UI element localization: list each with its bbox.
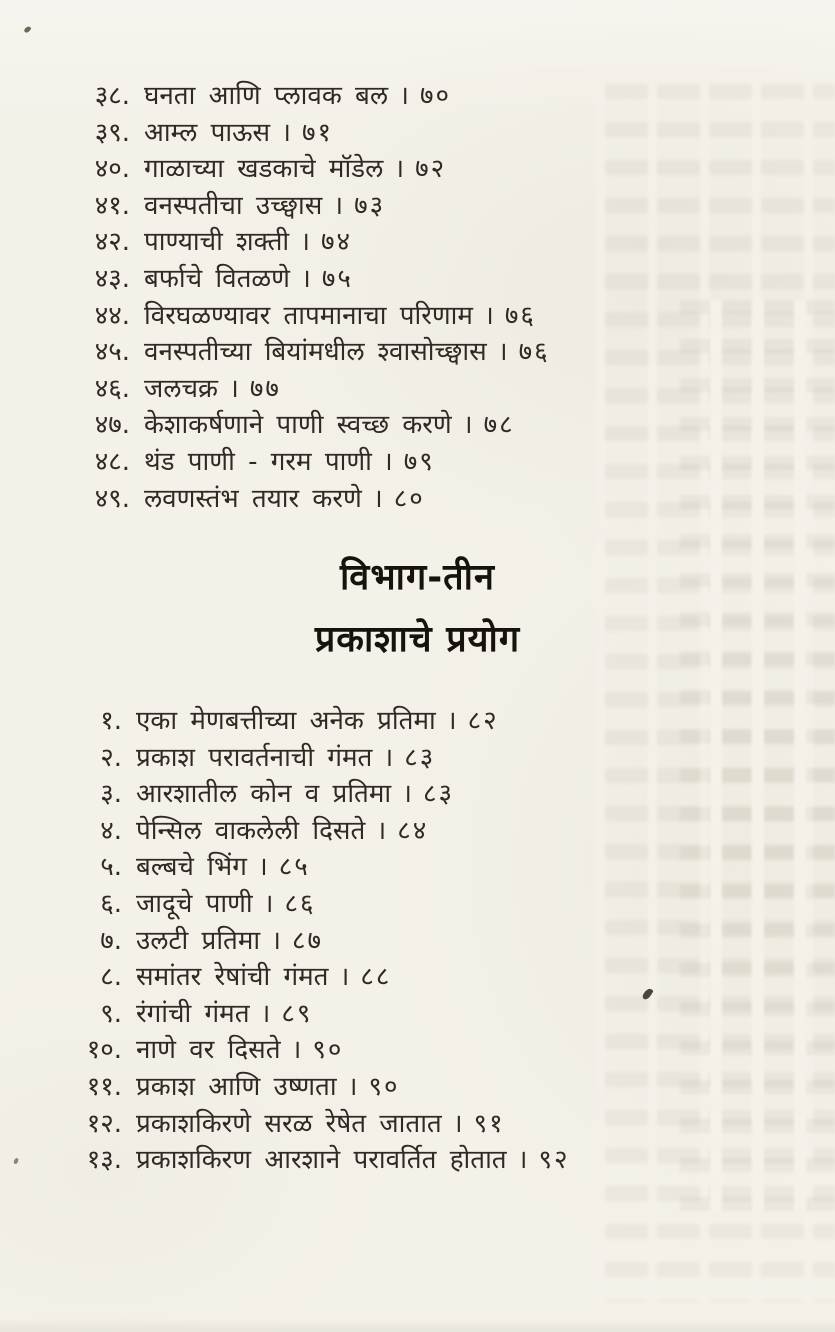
danda-separator: । [452, 1108, 463, 1139]
toc-entry-number: ८. [100, 962, 122, 993]
toc-entry-page: ८९ [281, 998, 313, 1029]
toc-entry [0, 224, 835, 261]
danda-separator: । [517, 1145, 528, 1176]
toc-entry [0, 1032, 835, 1069]
toc-entry-title: वनस्पतीचा उच्छ्वास [144, 190, 323, 221]
toc-entry-number: ३८. [94, 81, 130, 111]
danda-separator: । [257, 852, 268, 883]
toc-entry [0, 371, 835, 408]
toc-entry [0, 298, 835, 335]
danda-separator: । [300, 227, 310, 258]
toc-entry-number: २. [100, 742, 122, 773]
toc-entry-title: प्रकाश आणि उष्णता [136, 1071, 337, 1102]
toc-entry [0, 959, 835, 996]
toc-entry-title: एका मेणबत्तीच्या अनेक प्रतिमा [136, 706, 436, 736]
toc-entry [0, 1142, 835, 1179]
toc-entry-number: १३. [86, 1145, 122, 1176]
toc-entry-page: ८० [393, 483, 425, 514]
toc-entry-page: ८५ [278, 852, 310, 883]
toc-entry-title: रंगांची गंमत [136, 998, 250, 1029]
toc-entry-title: पाण्याची शक्ती [144, 227, 290, 258]
toc-entry-title: आम्ल पाऊस [144, 117, 271, 148]
toc-entry-number: १२. [86, 1108, 122, 1139]
toc-entry-title: केशाकर्षणाने पाणी स्वच्छ करणे [144, 410, 452, 441]
toc-entry-title: जादूचे पाणी [136, 888, 253, 919]
toc-entry-page: ७२ [415, 154, 447, 185]
toc-entry [0, 849, 835, 886]
toc-entry-page: ७९ [403, 446, 435, 477]
toc-entry [0, 703, 835, 740]
toc-entry-number: ४९. [94, 483, 130, 514]
section-title-heading: प्रकाशाचे प्रयोग [314, 619, 521, 660]
toc-entry-number: ४८. [94, 446, 130, 477]
danda-separator: । [497, 337, 508, 368]
toc-entry-number: ४२. [94, 227, 130, 258]
toc-entry [0, 923, 835, 960]
toc-entry-page: ७३ [354, 190, 386, 221]
toc-list-water-experiments-continued [0, 78, 835, 517]
toc-list-light-experiments [0, 703, 835, 1179]
toc-entry-title: नाणे वर दिसते [136, 1035, 281, 1066]
toc-entry-title: वनस्पतीच्या बियांमधील श्वासोच्छ्वास [144, 337, 487, 368]
toc-entry-number: ३. [100, 779, 122, 810]
toc-entry [0, 886, 835, 923]
toc-entry-page: ९० [368, 1071, 400, 1102]
toc-entry-number: ७. [100, 925, 122, 956]
toc-entry-title: लवणस्तंभ तयार करणे [144, 483, 362, 514]
toc-entry-page: ८८ [360, 962, 392, 993]
toc-entry-number: ३९. [94, 117, 130, 148]
toc-entry-title: उलटी प्रतिमा [136, 925, 261, 956]
toc-entry-number: ४७. [94, 410, 130, 441]
toc-entry-number: ५. [100, 852, 122, 883]
toc-entry-number: ४. [100, 815, 122, 846]
toc-entry [0, 151, 835, 188]
toc-entry-page: ८६ [284, 888, 316, 919]
toc-entry-number: ४५. [94, 337, 130, 368]
danda-separator: । [446, 706, 457, 736]
toc-entry-title: घनता आणि प्लावक बल [144, 81, 389, 111]
danda-separator: । [372, 483, 383, 514]
toc-entry [0, 334, 835, 371]
danda-separator: । [271, 925, 282, 956]
toc-entry-page: ७६ [504, 300, 536, 331]
toc-entry-number: १. [100, 706, 122, 736]
danda-separator: । [483, 300, 494, 331]
danda-separator: । [260, 998, 271, 1029]
toc-entry-title: आरशातील कोन व प्रतिमा [136, 779, 392, 810]
danda-separator: । [347, 1071, 358, 1102]
danda-separator: । [263, 888, 274, 919]
danda-separator: । [281, 117, 291, 148]
toc-entry-title: थंड पाणी - गरम पाणी [144, 446, 372, 477]
toc-entry-title: विरघळण्यावर तापमानाचा परिणाम [144, 300, 473, 331]
toc-entry [0, 776, 835, 813]
toc-entry-page: ८३ [423, 779, 455, 810]
danda-separator: । [382, 446, 393, 477]
toc-entry [0, 261, 835, 298]
toc-entry-page: ७५ [321, 263, 353, 294]
toc-entry-title: समांतर रेषांची गंमत [136, 962, 329, 993]
toc-entry-number: ६. [100, 888, 122, 919]
danda-separator: । [399, 81, 409, 111]
toc-entry-page: ८३ [404, 742, 436, 773]
toc-entry-number: १०. [86, 1035, 122, 1066]
danda-separator: । [291, 1035, 302, 1066]
toc-entry-number: ४६. [94, 373, 130, 404]
toc-entry [0, 188, 835, 225]
toc-entry-page: ७७ [249, 373, 281, 404]
danda-separator: । [333, 190, 344, 221]
toc-entry-page: ८२ [467, 706, 499, 736]
toc-entry [0, 115, 835, 152]
danda-separator: । [402, 779, 413, 810]
toc-entry-page: ७० [419, 81, 451, 111]
toc-entry [0, 740, 835, 777]
toc-entry-title: जलचक्र [144, 373, 218, 404]
toc-entry-page: ७४ [321, 227, 353, 258]
toc-entry-page: ७६ [518, 337, 550, 368]
danda-separator: । [228, 373, 239, 404]
toc-entry-title: बल्बचे भिंग [136, 852, 247, 883]
toc-entry-title: गाळाच्या खडकाचे मॉडेल [144, 154, 384, 185]
toc-entry [0, 813, 835, 850]
danda-separator: । [376, 815, 387, 846]
danda-separator: । [339, 962, 350, 993]
toc-entry [0, 407, 835, 444]
toc-entry-title: पेन्सिल वाकलेली दिसते [136, 815, 366, 846]
toc-entry-number: ४३. [94, 263, 130, 294]
toc-entry-page: ८७ [292, 925, 324, 956]
toc-entry-title: बर्फाचे वितळणे [144, 263, 290, 294]
toc-entry [0, 481, 835, 518]
toc-entry-page: ७१ [301, 117, 333, 148]
toc-entry [0, 444, 835, 481]
danda-separator: । [383, 742, 394, 773]
toc-entry-page: ९१ [473, 1108, 505, 1139]
toc-entry-page: ९० [312, 1035, 344, 1066]
danda-separator: । [394, 154, 405, 185]
section-number-heading: विभाग-तीन [339, 557, 495, 598]
toc-entry-page: ७८ [483, 410, 515, 441]
toc-entry [0, 1069, 835, 1106]
toc-entry-number: ४०. [94, 154, 130, 185]
danda-separator: । [462, 410, 473, 441]
toc-entry [0, 1106, 835, 1143]
toc-entry-title: प्रकाशकिरणे सरळ रेषेत जातात [136, 1108, 442, 1139]
toc-entry [0, 996, 835, 1033]
toc-entry-page: ८४ [397, 815, 429, 846]
toc-entry-number: ४१. [94, 190, 130, 221]
toc-entry-number: ४४. [94, 300, 130, 331]
toc-entry-page: ९२ [538, 1145, 570, 1176]
ink-speck [23, 25, 31, 34]
toc-entry-number: ११. [86, 1071, 122, 1102]
toc-entry-title: प्रकाश परावर्तनाची गंमत [136, 742, 373, 773]
toc-entry [0, 78, 835, 115]
danda-separator: । [300, 263, 311, 294]
toc-entry-number: ९. [100, 998, 122, 1029]
toc-entry-title: प्रकाशकिरण आरशाने परावर्तित होतात [136, 1145, 507, 1176]
